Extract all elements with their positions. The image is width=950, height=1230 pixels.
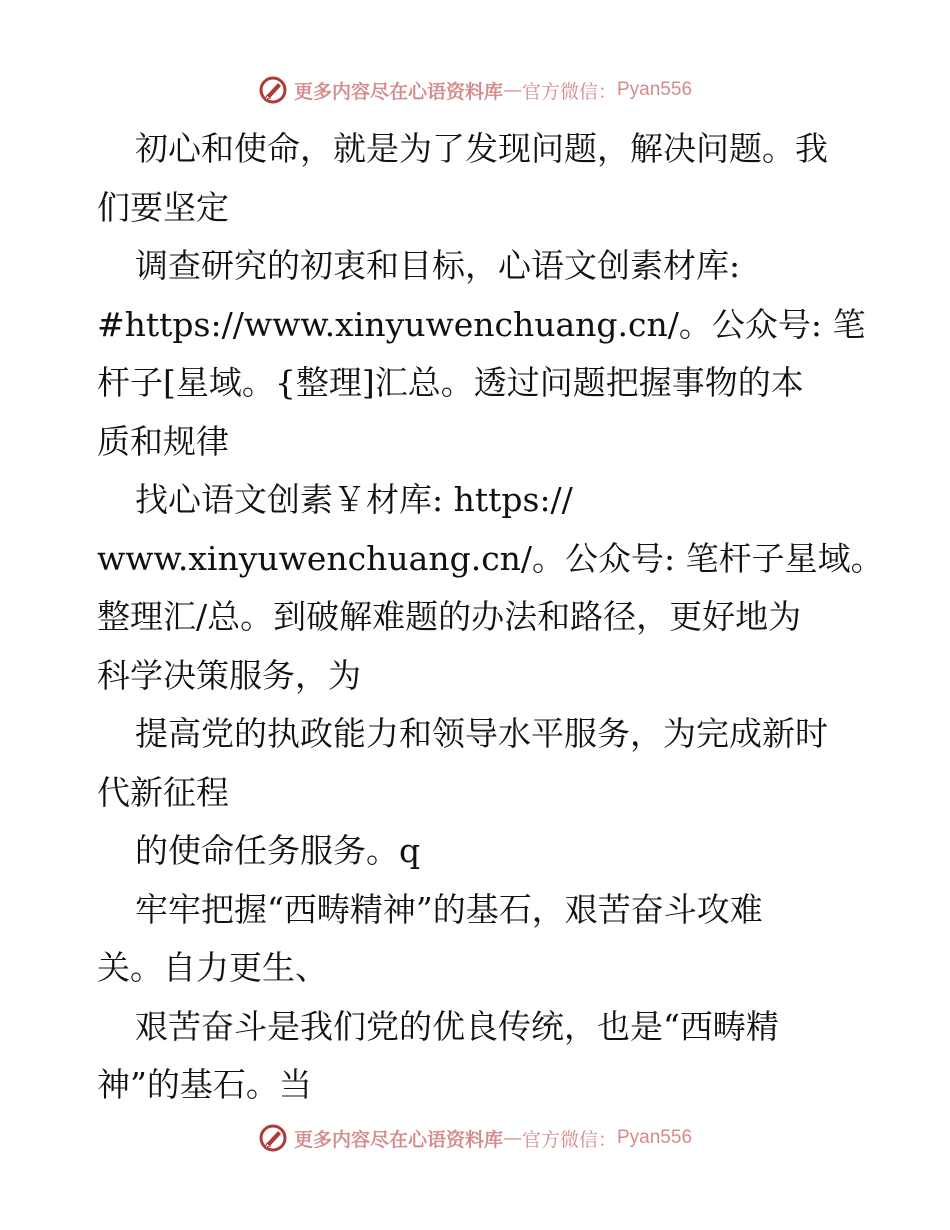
footer-banner xyxy=(0,1120,950,1156)
header-wechat-id: Pyan556 xyxy=(617,79,693,100)
footer-banner-dash: — xyxy=(502,1127,522,1149)
footer-wechat-label: 官方微信： xyxy=(521,1128,617,1151)
text-line: 提高党的执政能力和领导水平服务，为完成新时 xyxy=(135,714,828,753)
text-line: 整理汇/总。到破解难题的办法和路径，更好地为 xyxy=(97,597,802,636)
header-banner-text: 更多内容尽在心语资料库 xyxy=(293,80,503,103)
footer-banner-text: 更多内容尽在心语资料库 xyxy=(293,1128,503,1151)
text-line: 杆子[星域。{整理]汇总。透过问题把握事物的本 xyxy=(97,363,804,402)
text-line: 关。自力更生、 xyxy=(97,948,328,987)
footer-wechat-id: Pyan556 xyxy=(617,1127,693,1148)
brand-logo-icon xyxy=(258,1123,288,1153)
text-line: #https://www.xinyuwenchuang.cn/。公众号: 笔 xyxy=(97,304,866,344)
text-line: www.xinyuwenchuang.cn/。公众号: 笔杆子星域。 xyxy=(97,538,884,578)
text-line: 的使命任务服务。q xyxy=(135,831,421,870)
brand-logo-icon xyxy=(258,75,288,105)
text-line: 初心和使命，就是为了发现问题，解决问题。我 xyxy=(135,129,828,168)
text-line: 科学决策服务，为 xyxy=(97,655,361,695)
header-banner xyxy=(0,72,950,108)
text-line: 神”的基石。当 xyxy=(97,1065,312,1104)
text-line: 代新征程 xyxy=(97,772,229,812)
text-line: 牢牢把握“西畴精神”的基石，艰苦奋斗攻难 xyxy=(135,889,763,929)
text-line: 找心语文创素￥材库: https:// xyxy=(135,480,573,519)
header-wechat-label: 官方微信： xyxy=(521,80,617,103)
header-banner-dash: — xyxy=(502,79,522,101)
document-body xyxy=(97,120,884,1115)
text-line: 质和规律 xyxy=(97,421,229,461)
text-line: 调查研究的初衷和目标，心语文创素材库: xyxy=(135,246,741,285)
text-line: 们要坚定 xyxy=(97,187,229,227)
text-line: 艰苦奋斗是我们党的优良传统，也是“西畴精 xyxy=(135,1006,779,1046)
